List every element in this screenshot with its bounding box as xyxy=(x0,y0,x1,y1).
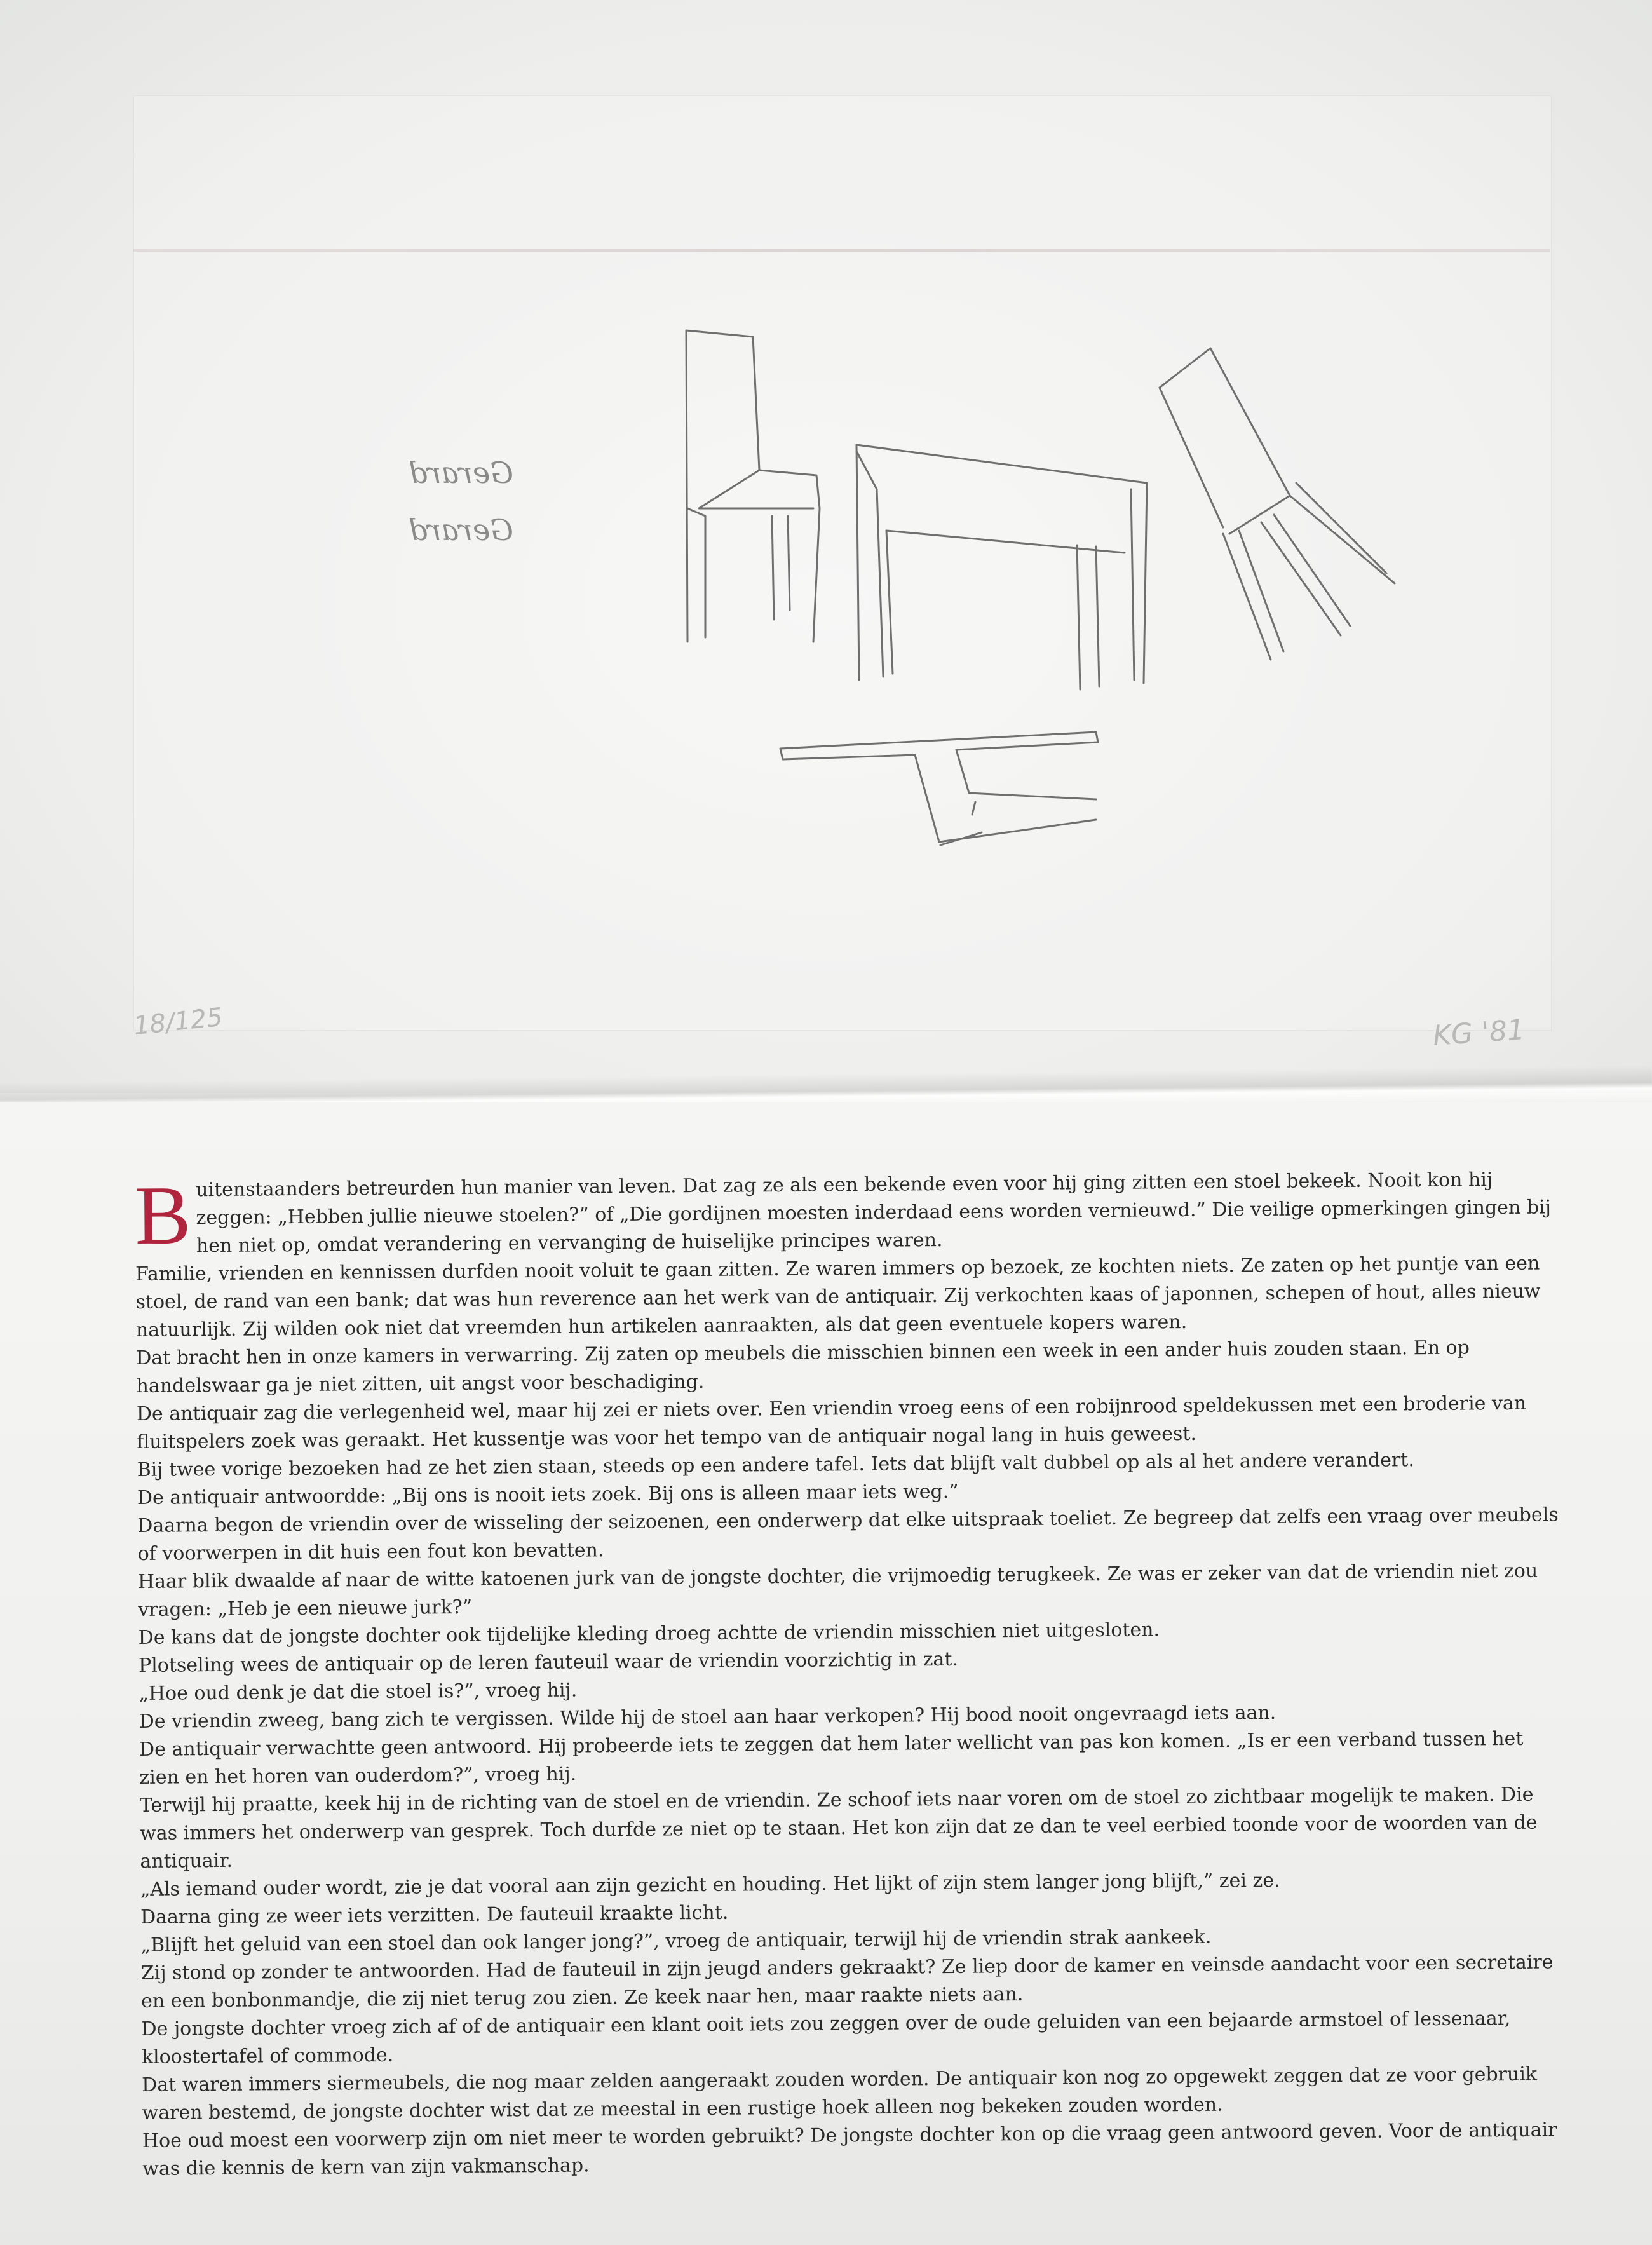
paragraph: De jongste dochter vroeg zich af of de antiquair een klant ooit iets zou zeggen over de oude geluiden van een bejaarde armstoel of lessenaar, kloostertafel of commode. xyxy=(141,2007,1511,2068)
fallen-chair-drawing xyxy=(780,732,1098,845)
artist-monogram: KG '81 xyxy=(1432,1014,1526,1052)
paragraph: „Als iemand ouder wordt, zie je dat vooral aan zijn gezicht en houding. Het lijkt of zijn stem langer jong blijft,” zei ze. xyxy=(140,1869,1280,1901)
table-drawing xyxy=(856,445,1147,689)
opening-paragraph-text: uitenstaanders betreurden hun manier van leven. Dat zag ze als een bekende even voor hij ging zitten een stoel bekeek. Nooit kon hij zeggen: „Hebben jullie nieuwe stoelen?” of „Die gordijnen moesten inderdaad eens worden vernieuwd.” Die veilige opmerkingen gingen bij hen niet op, omdat verandering en vervanging de huiselijke principes waren. xyxy=(196,1169,1552,1258)
signature-line-1: Gerard xyxy=(409,456,513,490)
paragraph: Haar blik dwaalde af naar de witte katoenen jurk van de jongste dochter, die vrijmoedig terugkeek. Ze was er zeker van dat de vriendin niet zou vragen: „Heb je een nieuwe jurk?” xyxy=(137,1559,1538,1621)
paragraph: Dat bracht hen in onze kamers in verwarring. Zij zaten op meubels die misschien binnen een week in een ander huis zouden staan. En op handelswaar ga je niet zitten, uit angst voor beschadiging. xyxy=(136,1336,1470,1397)
paragraph: Daarna begon de vriendin over de wisseling der seizoenen, een onderwerp dat elke uitspraak toeliet. Ze begreep dat zelfs een vraag over meubels of voorwerpen in dit huis een fout kon bevatten. xyxy=(137,1503,1559,1565)
paragraph: De kans dat de jongste dochter ook tijdelijke kleding droeg achtte de vriendin misschien niet uitgesloten. xyxy=(138,1618,1160,1649)
paragraph: De antiquair antwoordde: „Bij ons is nooit iets zoek. Bij ons is alleen maar iets weg.” xyxy=(137,1480,959,1509)
paragraph: „Hoe oud denk je dat die stoel is?”, vroeg hij. xyxy=(139,1679,578,1705)
chair-drawing xyxy=(686,330,820,642)
paragraph: Daarna ging ze weer iets verzitten. De fauteuil kraakte licht. xyxy=(140,1901,729,1929)
edition-number: 18/125 xyxy=(132,1002,224,1041)
paragraph: Bij twee vorige bezoeken had ze het zien staan, steeds op een andere tafel. Iets dat blijft valt dubbel op als al het andere verandert. xyxy=(137,1449,1414,1481)
tilted-chair-drawing xyxy=(1160,348,1395,660)
paragraph: Plotseling wees de antiquair op de leren fauteuil waar de vriendin voorzichtig in zat. xyxy=(138,1648,959,1677)
paragraph: De antiquair zag die verlegenheid wel, maar hij zei er niets over. Een vriendin vroeg eens of een robijnrood speldekussen met een broderie van fluitspelers zoek was geraakt. Het kussentje was voor het tempo van de antiquair nogal lang in huis geweest. xyxy=(136,1392,1527,1453)
drop-cap: B xyxy=(134,1168,192,1262)
paragraph: Terwijl hij praatte, keek hij in de richting van de stoel en de vriendin. Ze schoof iets naar voren om de stoel zo zichtbaar mogelijk te maken. Die was immers het onderwerp van gesprek. Toch durfde ze niet op te staan. Het kon zijn dat ze dan te veel eerbied toonde voor de woorden van de antiquair. xyxy=(139,1783,1538,1873)
signature xyxy=(409,456,513,547)
paragraph: Hoe oud moest een voorwerp zijn om niet meer te worden gebruikt? De jongste dochter kon op die vraag geen antwoord geven. Voor de antiquair was die kennis de kern van zijn vakmanschap. xyxy=(142,2119,1557,2180)
paragraph: Dat waren immers siermeubels, die nog maar zelden aangeraakt zouden worden. De antiquair kon nog zo opgewekt zeggen dat ze voor gebruik waren bestemd, de jongste dochter wist dat ze meestal in een rustige hoek alleen nog bekeken zouden worden. xyxy=(142,2063,1538,2124)
paragraph: Zij stond op zonder te antwoorden. Had de fauteuil in zijn jeugd anders gekraakt? Ze liep door de kamer en veinsde aandacht voor een secretaire en een bonbonmandje, die zij niet terug zou zien. Ze keek naar hen, maar raakte niets aan. xyxy=(140,1951,1554,2012)
furniture-etching xyxy=(0,0,1652,1093)
paragraph: „Blijft het geluid van een stoel dan ook langer jong?”, vroeg de antiquair, terwijl hij de vriendin strak aankeek. xyxy=(140,1925,1212,1957)
paragraph: De vriendin zweeg, bang zich te vergissen. Wilde hij de stoel aan haar verkopen? Hij bood nooit ongevraagd iets aan. xyxy=(139,1701,1276,1733)
signature-line-2: Gerard xyxy=(409,513,513,547)
paragraph: De antiquair verwachtte geen antwoord. Hij probeerde iets te zeggen dat hem later wellicht van pas kon komen. „Is er een verband tussen het zien en het horen van ouderdom?”, vroeg hij. xyxy=(139,1727,1524,1789)
paragraph: Familie, vrienden en kennissen durfden nooit voluit te gaan zitten. Ze waren immers op bezoek, ze kochten niets. Ze zaten op het puntje van een stoel, de rand van een bank; dat was hun reverence aan het werk van de antiquair. Zij verkochten kaas of japonnen, schepen of hout, alles nieuw natuurlijk. Zij wilden ook niet dat vreemden hun artikelen aanraakten, als dat geen eventuele kopers waren. xyxy=(135,1252,1541,1341)
story-text xyxy=(135,1165,1566,2183)
opening-paragraph xyxy=(135,1165,1559,1261)
